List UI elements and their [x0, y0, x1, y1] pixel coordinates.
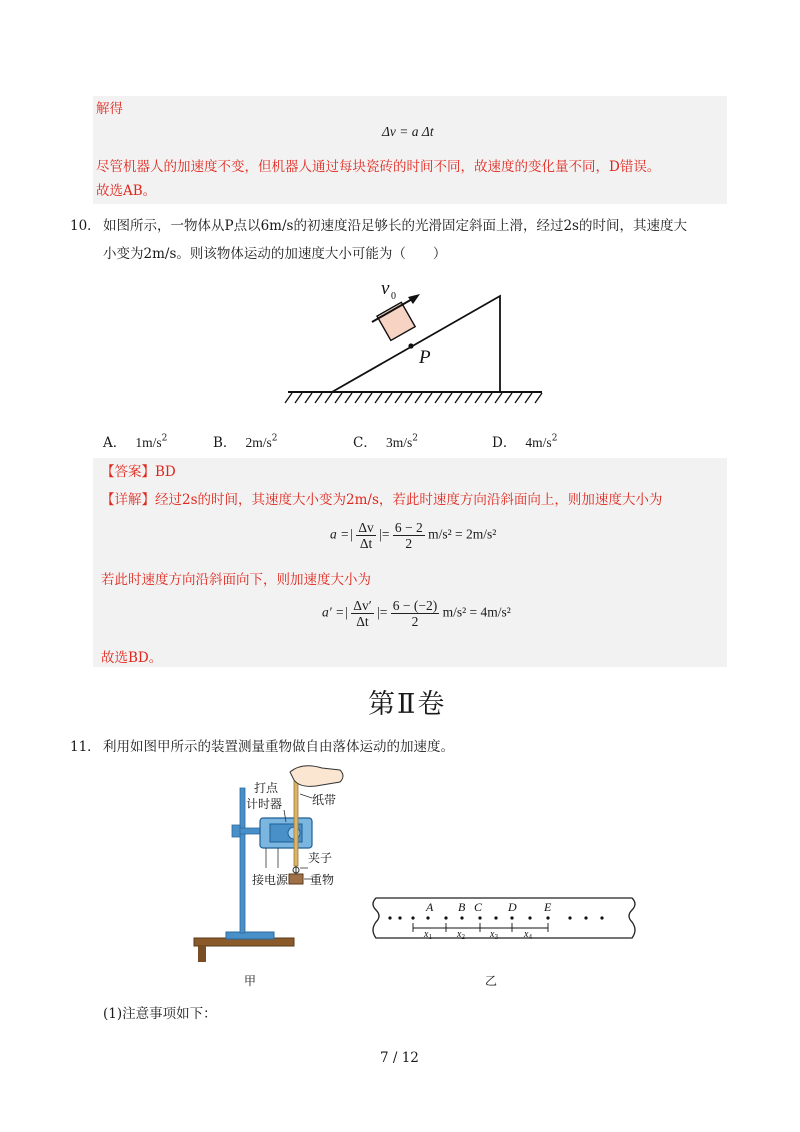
eq2-num: Δv′ [353, 598, 372, 613]
equation-2 [322, 598, 511, 629]
prev-answer-label: 解得 [96, 101, 123, 117]
segment-x3: $x_3$ [490, 929, 498, 941]
eq1-frac-2 [393, 520, 425, 551]
option-d-letter: D． [492, 435, 517, 451]
stand-rod [240, 788, 245, 933]
eq1-den2: 2 [405, 536, 413, 551]
option-d-sup: 2 [551, 433, 558, 444]
q10-conclusion: 故选BD。 [101, 650, 163, 666]
segment-x1: $x_1$ [424, 929, 432, 941]
prev-answer-formula: Δv = a Δt [382, 124, 434, 139]
eq2-rhs: m/s² = 4m/s² [442, 604, 511, 620]
label-timer-1: 打点 [254, 781, 279, 795]
point-c-label: C [474, 900, 483, 914]
eq2-frac-1 [351, 598, 373, 629]
eq1-mid: |= [379, 526, 390, 542]
point-d-label: D [508, 900, 517, 914]
point-b-label: B [458, 900, 466, 914]
apparatus-figure [190, 762, 360, 962]
section-title: 第Ⅱ卷 [368, 689, 447, 720]
stand-base [226, 932, 274, 939]
eq2-den: Δt [356, 614, 369, 629]
eq1-num: Δv [358, 520, 374, 535]
q10-detail [101, 490, 662, 510]
option-b-sup: 2 [271, 433, 278, 444]
tape-dots [388, 916, 603, 919]
point-e-label: E [544, 900, 552, 914]
detail-text: 经过2s的时间，其速度大小变为2m/s，若此时速度方向沿斜面向上，则加速度大小为 [155, 492, 663, 508]
option-c-letter: C． [353, 435, 377, 451]
eq1-rhs: m/s² = 2m/s² [428, 526, 497, 542]
weight-block [289, 874, 303, 884]
prev-answer-line2: 故选AB。 [96, 183, 157, 199]
option-b-value: 2m/s [245, 435, 272, 450]
hand-icon [290, 766, 343, 787]
option-a[interactable] [103, 431, 167, 451]
point-p-dot [408, 343, 413, 348]
eq2-num2: 6 − (−2) [392, 598, 438, 613]
velocity-arrowhead [408, 294, 420, 304]
eq2-lhs: a′ =| [322, 604, 348, 620]
incline-surface [332, 296, 500, 392]
q11-sub1: (1)注意事项如下： [103, 1006, 217, 1022]
option-a-sup: 2 [161, 433, 168, 444]
option-a-letter: A． [103, 435, 127, 451]
point-p-label: P [419, 347, 431, 368]
label-clip: 夹子 [308, 851, 333, 865]
equation-1 [330, 520, 496, 551]
answer-value: BD [155, 464, 176, 480]
table-leg [198, 946, 206, 962]
segment-x4: $x_4$ [524, 929, 532, 941]
q10-answer [101, 462, 176, 482]
prev-answer-line1: 尽管机器人的加速度不变，但机器人通过每块瓷砖的时间不同，故速度的变化量不同，D错误。 [96, 159, 661, 175]
option-c-sup: 2 [412, 433, 418, 444]
q11-stem: 利用如图甲所示的装置测量重物做自由落体运动的加速度。 [103, 739, 454, 755]
q11-number: 11． [70, 739, 101, 755]
option-c-value: 3m/s [385, 435, 413, 450]
clamp-knob [232, 825, 240, 837]
detail-tag: 【详解】 [101, 492, 155, 508]
q10-stem-line2: 小变为2m/s。则该物体运动的加速度大小可能为（ ） [103, 246, 447, 262]
answer-tag: 【答案】 [101, 464, 155, 480]
velocity-label: v [381, 278, 390, 299]
eq1-lhs: a =| [330, 526, 353, 542]
eq2-den2: 2 [411, 614, 419, 629]
option-c[interactable] [353, 431, 418, 451]
eq2-frac-2 [391, 598, 439, 629]
q10-number: 10． [70, 218, 101, 234]
prev-answer-shade [93, 96, 727, 204]
option-b-letter: B． [213, 435, 237, 451]
eq2-mid: |= [377, 604, 388, 620]
q10-stem-line1: 如图所示，一物体从P点以6m/s的初速度沿足够长的光滑固定斜面上滑，经过2s的时间，其速度大 [103, 218, 687, 234]
label-tape: 纸带 [312, 793, 337, 807]
velocity-sub: 0 [391, 291, 396, 302]
eq1-den: Δt [359, 536, 373, 551]
option-d[interactable] [492, 431, 557, 451]
page-number: 7 / 12 [380, 1050, 419, 1066]
q10-case2: 若此时速度方向沿斜面向下，则加速度大小为 [101, 572, 371, 588]
paper-tape [294, 770, 298, 866]
option-a-value: 1m/s [135, 435, 162, 450]
option-d-value: 4m/s [525, 435, 552, 450]
option-b[interactable] [213, 431, 278, 451]
figure-b-caption: 乙 [485, 974, 498, 988]
point-a-label: A [426, 900, 434, 914]
segment-x2: $x_2$ [457, 929, 465, 941]
eq1-frac-1 [356, 520, 375, 551]
figure-a-caption: 甲 [244, 974, 257, 988]
incline-figure [280, 276, 550, 411]
label-power: 接电源 [252, 873, 289, 887]
ground-hatching [285, 393, 542, 403]
label-weight: 重物 [310, 873, 335, 887]
eq1-num2: 6 − 2 [394, 520, 423, 535]
label-timer-2: 计时器 [246, 797, 283, 811]
tape-figure [370, 890, 640, 950]
